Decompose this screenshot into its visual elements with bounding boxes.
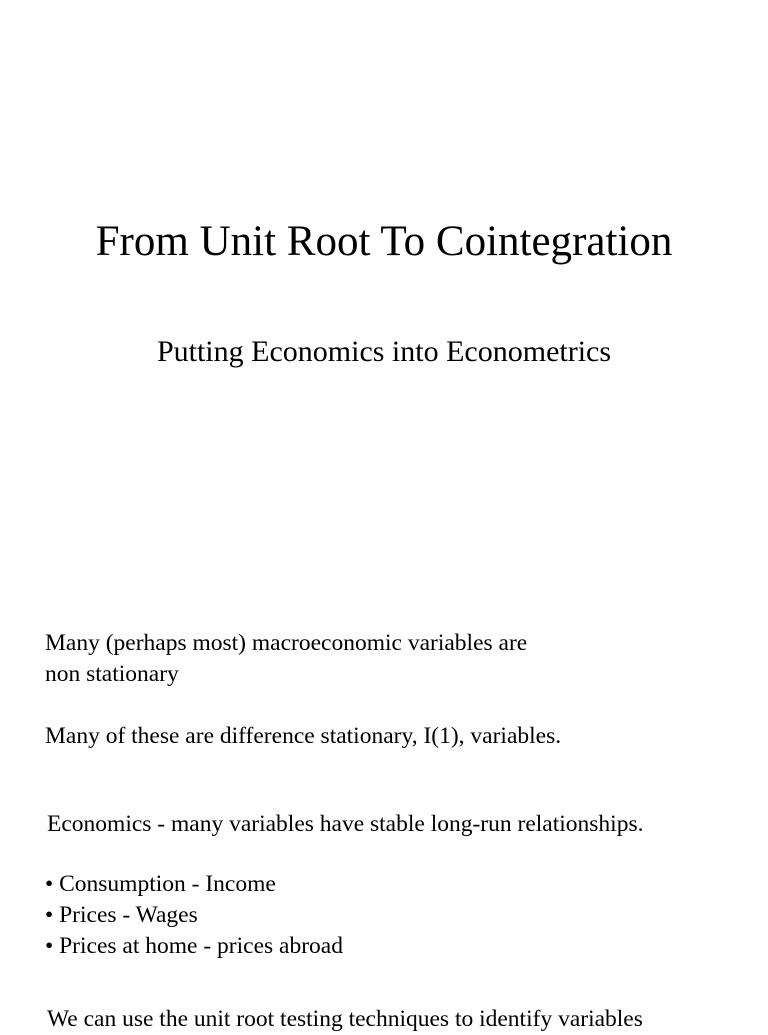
paragraph-unit-root-testing: We can use the unit root testing techniques to identify variables — [47, 1006, 643, 1032]
paragraph-line: non stationary — [45, 661, 179, 687]
slide-subtitle: Putting Economics into Econometrics — [156, 335, 612, 368]
bullet-list — [45, 869, 343, 962]
bullet-item: • Prices at home - prices abroad — [45, 933, 343, 959]
bullet-item: • Prices - Wages — [45, 902, 198, 928]
paragraph-difference-stationary: Many of these are difference stationary, I(1), variables. — [45, 723, 562, 749]
paragraph-economics: Economics - many variables have stable long-run relationships. — [47, 811, 644, 837]
bullet-item: • Consumption - Income — [45, 871, 276, 897]
slide-title: From Unit Root To Cointegration — [95, 218, 673, 265]
paragraph-line: Many (perhaps most) macroeconomic variables are — [45, 630, 528, 656]
paragraph-nonstationary — [45, 628, 527, 690]
